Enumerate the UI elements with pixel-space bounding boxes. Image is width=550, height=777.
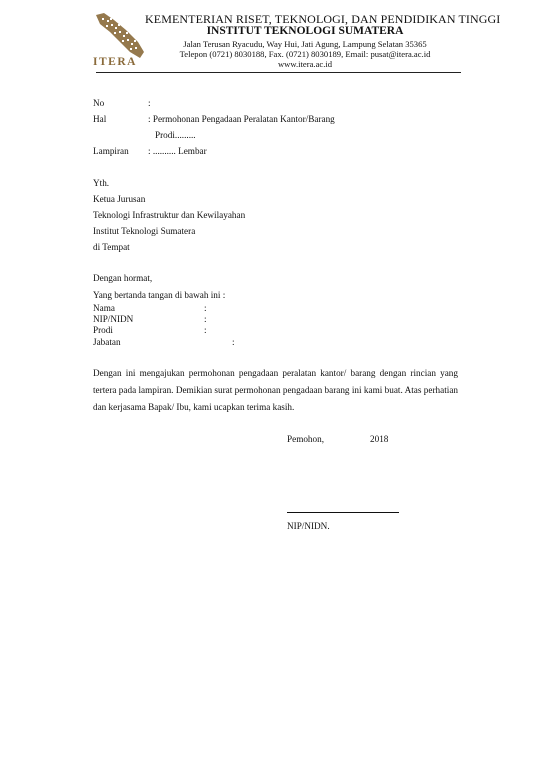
recipient-yth: Yth. (93, 178, 110, 188)
lampiran-label: Lampiran (93, 146, 129, 156)
field-label-prodi: Prodi (93, 325, 113, 335)
applicant-label: Pemohon, (287, 434, 325, 444)
recipient-line-3: Institut Teknologi Sumatera (93, 226, 196, 236)
recipient-line-2: Teknologi Infrastruktur dan Kewilayahan (93, 210, 246, 220)
field-colon-jabatan: : (232, 337, 235, 347)
body-paragraph: Dengan ini mengajukan permohonan pengadaan peralatan kantor/ barang dengan rincian yang tertera pada lampiran. Demikian surat permohonan pengadaan barang ini kami buat. Atas perhatian dan kerjasama Bapak/ Ibu, kami ucapkan terima kasih. (93, 368, 458, 412)
hal-label: Hal (93, 114, 107, 124)
recipient-line-1: Ketua Jurusan (93, 194, 146, 204)
letterhead-divider (96, 72, 461, 73)
signature-line (287, 512, 399, 513)
field-colon-prodi: : (204, 325, 207, 335)
ministry-name: KEMENTERIAN RISET, TEKNOLOGI, DAN PENDIDIKAN TINGGI (145, 12, 501, 26)
intro-line: Yang bertanda tangan di bawah ini : (93, 290, 226, 300)
field-colon-nama: : (204, 303, 207, 313)
recipient-line-4: di Tempat (93, 242, 130, 252)
no-value: : (148, 98, 151, 108)
hal-value: : Permohonan Pengadaan Peralatan Kantor/Barang (148, 114, 335, 124)
institute-contact: Telepon (0721) 8030188, Fax. (0721) 8030189, Email: pusat@itera.ac.id (179, 49, 431, 59)
institute-website: www.itera.ac.id (277, 59, 333, 69)
signature-nip: NIP/NIDN. (287, 521, 330, 531)
field-colon-nip: : (204, 314, 207, 324)
logo-wordmark: ITERA (93, 56, 137, 68)
field-label-jabatan: Jabatan (93, 337, 121, 347)
institute-address: Jalan Terusan Ryacudu, Way Hui, Jati Agung, Lampung Selatan 35365 (183, 39, 427, 49)
lampiran-value: : .......... Lembar (148, 146, 207, 156)
greeting: Dengan hormat, (93, 273, 153, 283)
hal-prodi: Prodi......... (155, 130, 196, 140)
field-label-nama: Nama (93, 303, 115, 313)
signature-year: 2018 (370, 434, 389, 444)
no-label: No (93, 98, 105, 108)
institute-name: INSTITUT TEKNOLOGI SUMATERA (206, 25, 404, 37)
field-label-nip: NIP/NIDN (93, 314, 134, 324)
